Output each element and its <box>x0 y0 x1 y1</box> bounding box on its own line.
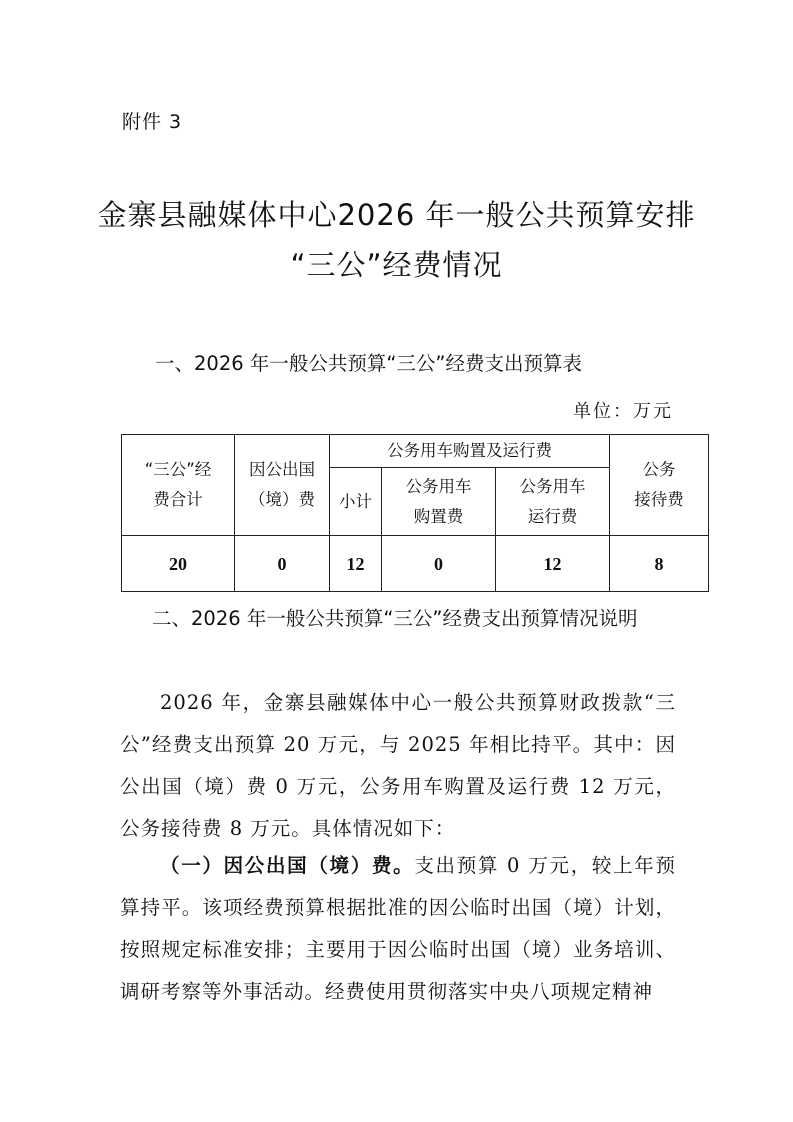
header-total-line-2: 费合计 <box>153 490 203 509</box>
value-vehicle-operation: 12 <box>496 536 610 592</box>
header-purchase-line-1: 公务用车 <box>405 476 472 496</box>
section-2-heading: 二、2026 年一般公共预算“三公”经费支出预算情况说明 <box>152 607 638 630</box>
header-reception <box>610 435 709 536</box>
value-subtotal: 12 <box>330 536 382 592</box>
header-vehicle-purchase <box>382 468 496 536</box>
page-title-line-2: “三公”经费情况 <box>290 248 503 282</box>
table-row <box>122 536 709 592</box>
value-abroad: 0 <box>235 536 330 592</box>
header-abroad <box>235 435 330 536</box>
paragraph-abroad <box>120 845 676 1013</box>
header-abroad-line-2: （境）费 <box>249 490 315 509</box>
value-reception: 8 <box>610 536 709 592</box>
table-header-row-1 <box>122 435 709 468</box>
header-operation-line-1: 公务用车 <box>519 476 586 496</box>
header-vehicle-group: 公务用车购置及运行费 <box>330 435 610 468</box>
header-operation-line-2: 运行费 <box>527 506 578 526</box>
header-subtotal: 小计 <box>330 468 382 536</box>
paragraph-abroad-lead: （一）因公出国（境）费。 <box>160 854 415 877</box>
header-reception-line-1: 公务 <box>642 460 676 479</box>
header-vehicle-operation <box>496 468 610 536</box>
value-vehicle-purchase: 0 <box>382 536 496 592</box>
unit-label: 单位：万元 <box>573 401 673 422</box>
page-title-line-1: 金寨县融媒体中心2026 年一般公共预算安排 <box>97 198 696 232</box>
value-total: 20 <box>122 536 235 592</box>
header-reception-line-2: 接待费 <box>634 490 684 509</box>
attachment-label: 附件 3 <box>122 111 183 133</box>
budget-table <box>121 434 709 592</box>
header-total <box>122 435 235 536</box>
paragraph-summary: 2026 年，金寨县融媒体中心一般公共预算财政拨款“三公”经费支出预算 20 万元，与 2025 年相比持平。其中：因公出国（境）费 0 万元，公务用车购置及运行费 12 万元，公务接待费 8 万元。具体情况如下： <box>120 691 676 840</box>
section-1-heading: 一、2026 年一般公共预算“三公”经费支出预算表 <box>155 352 583 375</box>
header-abroad-line-1: 因公出国 <box>249 460 315 479</box>
header-purchase-line-2: 购置费 <box>413 506 464 526</box>
header-total-line-1: “三公”经 <box>144 460 212 479</box>
paragraph-abroad-body: 支出预算 0 万元，较上年预算持平。该项经费预算根据批准的因公临时出国（境）计划，按照规定标准安排；主要用于因公临时出国（境）业务培训、调研考察等外事活动。经费使用贯彻落实中央八项规定精神 <box>120 854 676 1003</box>
